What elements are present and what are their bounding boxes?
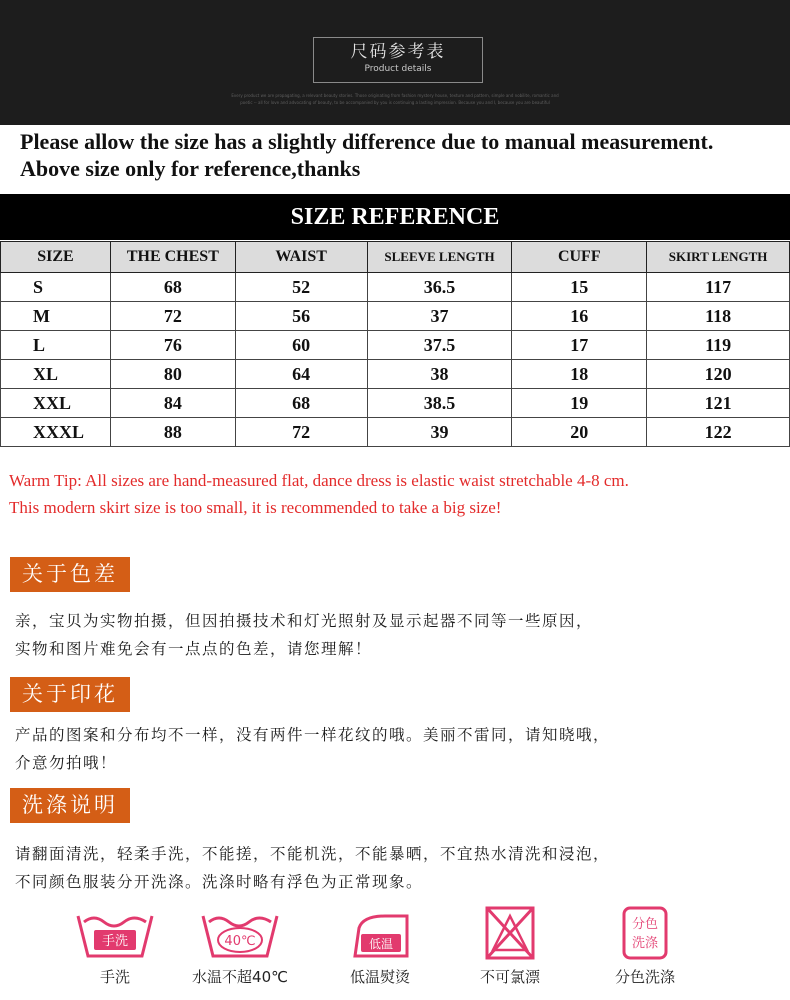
banner-subtitle: Product details xyxy=(364,64,432,74)
separate-wash-badge-line-1: 分色 xyxy=(631,917,659,932)
cell-skirt: 120 xyxy=(647,360,790,389)
banner-fine-text-1: Every product we are propagating, a relevant beauty stories. Those originating from fashion mystery house, texture and pattern, simple and nobilite, romantic and xyxy=(231,93,559,98)
size-reference-title: SIZE REFERENCE xyxy=(0,194,790,240)
cell-waist: 72 xyxy=(235,418,367,447)
care-label-water-temp: 水温不超40℃ xyxy=(192,968,288,986)
print-heading: 关于印花 xyxy=(10,677,130,712)
cell-skirt: 117 xyxy=(647,273,790,302)
cell-waist: 60 xyxy=(235,331,367,360)
water-temp-icon xyxy=(195,906,285,962)
cell-sleeve: 38 xyxy=(367,360,512,389)
cell-cuff: 15 xyxy=(512,273,647,302)
header-sleeve-length: SLEEVE LENGTH xyxy=(367,242,512,273)
color-difference-text xyxy=(15,607,785,663)
size-table-header xyxy=(1,242,790,273)
cell-sleeve: 36.5 xyxy=(367,273,512,302)
table-row xyxy=(1,389,790,418)
care-hand-wash xyxy=(55,906,175,996)
table-row xyxy=(1,302,790,331)
cell-size: XXXL xyxy=(1,418,111,447)
cell-skirt: 118 xyxy=(647,302,790,331)
care-water-temp xyxy=(180,906,300,996)
cell-skirt: 119 xyxy=(647,331,790,360)
color-text-line-2: 实物和图片难免会有一点点的色差，请您理解！ xyxy=(15,640,373,658)
cell-waist: 64 xyxy=(235,360,367,389)
cell-cuff: 19 xyxy=(512,389,647,418)
cell-size: M xyxy=(1,302,111,331)
low-iron-icon xyxy=(335,906,425,962)
size-table xyxy=(0,241,790,447)
cell-chest: 80 xyxy=(110,360,235,389)
cell-sleeve: 37 xyxy=(367,302,512,331)
cell-skirt: 122 xyxy=(647,418,790,447)
cell-chest: 84 xyxy=(110,389,235,418)
cell-sleeve: 38.5 xyxy=(367,389,512,418)
header-banner xyxy=(0,0,790,125)
cell-size: L xyxy=(1,331,111,360)
hand-wash-icon xyxy=(70,906,160,962)
cell-size: XL xyxy=(1,360,111,389)
cell-size: S xyxy=(1,273,111,302)
cell-waist: 68 xyxy=(235,389,367,418)
cell-cuff: 18 xyxy=(512,360,647,389)
header-cuff: CUFF xyxy=(512,242,647,273)
separate-wash-icon xyxy=(600,906,690,962)
no-bleach-icon xyxy=(465,906,555,962)
warm-tip xyxy=(9,467,784,521)
table-row xyxy=(1,331,790,360)
care-label-separate-wash: 分色洗涤 xyxy=(614,968,675,986)
header-skirt-length: SKIRT LENGTH xyxy=(647,242,790,273)
cell-cuff: 17 xyxy=(512,331,647,360)
wash-text xyxy=(15,840,785,896)
cell-chest: 72 xyxy=(110,302,235,331)
table-row xyxy=(1,418,790,447)
banner-title-box xyxy=(313,37,483,83)
care-label-low-iron: 低温熨烫 xyxy=(349,968,410,986)
cell-waist: 52 xyxy=(235,273,367,302)
print-text xyxy=(15,721,785,777)
water-temp-badge: 40℃ xyxy=(224,934,256,949)
banner-fine-text-2: poetic -- all for love and advocating of beauty, to be accompanied by you is continuing a lasting impression. Because you and I, because you are beautiful xyxy=(240,100,550,105)
cell-chest: 88 xyxy=(110,418,235,447)
hand-wash-badge: 手洗 xyxy=(101,934,129,949)
cell-chest: 76 xyxy=(110,331,235,360)
notice-line-1: Please allow the size has a slightly difference due to manual measurement. xyxy=(20,129,714,154)
wash-text-line-1: 请翻面清洗，轻柔手洗，不能搓，不能机洗，不能暴晒，不宜热水清洗和浸泡， xyxy=(15,845,611,863)
color-text-line-1: 亲，宝贝为实物拍摄，但因拍摄技术和灯光照射及显示起器不同等一些原因， xyxy=(15,612,594,630)
banner-title: 尺码参考表 xyxy=(350,42,446,62)
care-label-hand-wash: 手洗 xyxy=(99,968,130,986)
cell-size: XXL xyxy=(1,389,111,418)
header-size: SIZE xyxy=(1,242,111,273)
table-row xyxy=(1,360,790,389)
care-separate-wash xyxy=(585,906,705,996)
cell-skirt: 121 xyxy=(647,389,790,418)
table-row xyxy=(1,273,790,302)
wash-heading: 洗涤说明 xyxy=(10,788,130,823)
warm-tip-line-1: Warm Tip: All sizes are hand-measured flat, dance dress is elastic waist stretchable 4-8 cm. xyxy=(9,471,629,490)
color-difference-heading: 关于色差 xyxy=(10,557,130,592)
separate-wash-badge-line-2: 洗涤 xyxy=(631,936,659,951)
warm-tip-line-2: This modern skirt size is too small, it is recommended to take a big size! xyxy=(9,498,502,517)
print-text-line-2: 介意勿拍哦！ xyxy=(15,754,118,772)
care-low-iron xyxy=(320,906,440,996)
cell-cuff: 16 xyxy=(512,302,647,331)
notice-line-2: Above size only for reference,thanks xyxy=(20,156,361,181)
cell-sleeve: 37.5 xyxy=(367,331,512,360)
low-iron-badge: 低温 xyxy=(368,937,394,951)
wash-text-line-2: 不同颜色服装分开洗涤。洗涤时略有浮色为正常现象。 xyxy=(15,873,424,891)
cell-cuff: 20 xyxy=(512,418,647,447)
cell-sleeve: 39 xyxy=(367,418,512,447)
care-label-no-bleach: 不可氯漂 xyxy=(479,968,540,986)
care-no-bleach xyxy=(450,906,570,996)
cell-waist: 56 xyxy=(235,302,367,331)
header-waist: WAIST xyxy=(235,242,367,273)
cell-chest: 68 xyxy=(110,273,235,302)
print-text-line-1: 产品的图案和分布均不一样，没有两件一样花纹的哦。美丽不雷同，请知晓哦， xyxy=(15,726,611,744)
measurement-notice xyxy=(20,128,785,182)
header-chest: THE CHEST xyxy=(110,242,235,273)
